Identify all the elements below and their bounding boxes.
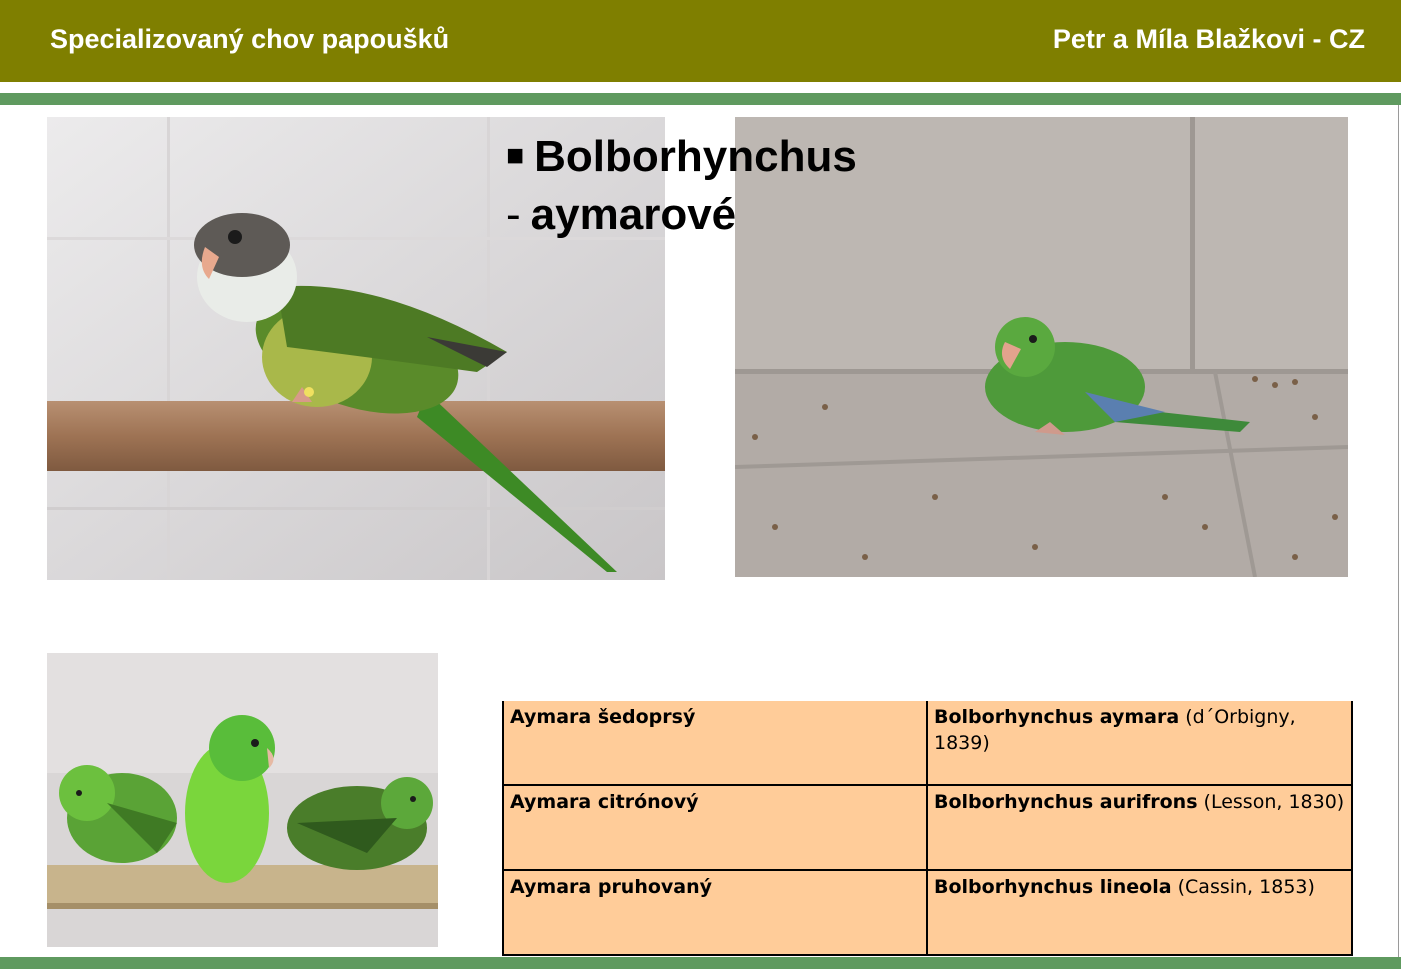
square-bullet-icon: ■: [506, 139, 525, 172]
scientific-name: Bolborhynchus lineola: [934, 876, 1172, 898]
scientific-name-cell: [927, 785, 1352, 870]
three-young-parakeets-photo: [47, 653, 438, 947]
common-name-cell: Aymara citrónový: [503, 785, 927, 870]
table-row: [503, 701, 1352, 785]
common-name-cell: Aymara pruhovaný: [503, 870, 927, 955]
species-table: [502, 701, 1353, 956]
scientific-name-cell: [927, 701, 1352, 785]
top-divider-stripe: [0, 93, 1401, 105]
scientific-name: Bolborhynchus aurifrons: [934, 791, 1198, 813]
bottom-divider-stripe: [0, 957, 1401, 969]
common-name-cell: Aymara šedoprsý: [503, 701, 927, 785]
breeder-name: Petr a Míla Blažkovi - CZ: [1052, 24, 1365, 54]
table-row: [503, 785, 1352, 870]
scientific-name: Bolborhynchus aymara: [934, 706, 1180, 728]
authority: (d´Orbigny, 1839): [934, 706, 1296, 754]
title-dash: -: [506, 190, 521, 239]
header-bar: [0, 0, 1401, 82]
right-border-line: [1398, 105, 1399, 957]
authority: (Cassin, 1853): [1171, 876, 1315, 898]
table-row: [503, 870, 1352, 955]
common-group-title: aymarové: [530, 190, 737, 239]
genus-title: Bolborhynchus: [534, 132, 857, 181]
site-title: Specializovaný chov papoušků: [50, 24, 450, 54]
authority: (Lesson, 1830): [1197, 791, 1345, 813]
scientific-name-cell: [927, 870, 1352, 955]
page-heading: [506, 127, 857, 244]
